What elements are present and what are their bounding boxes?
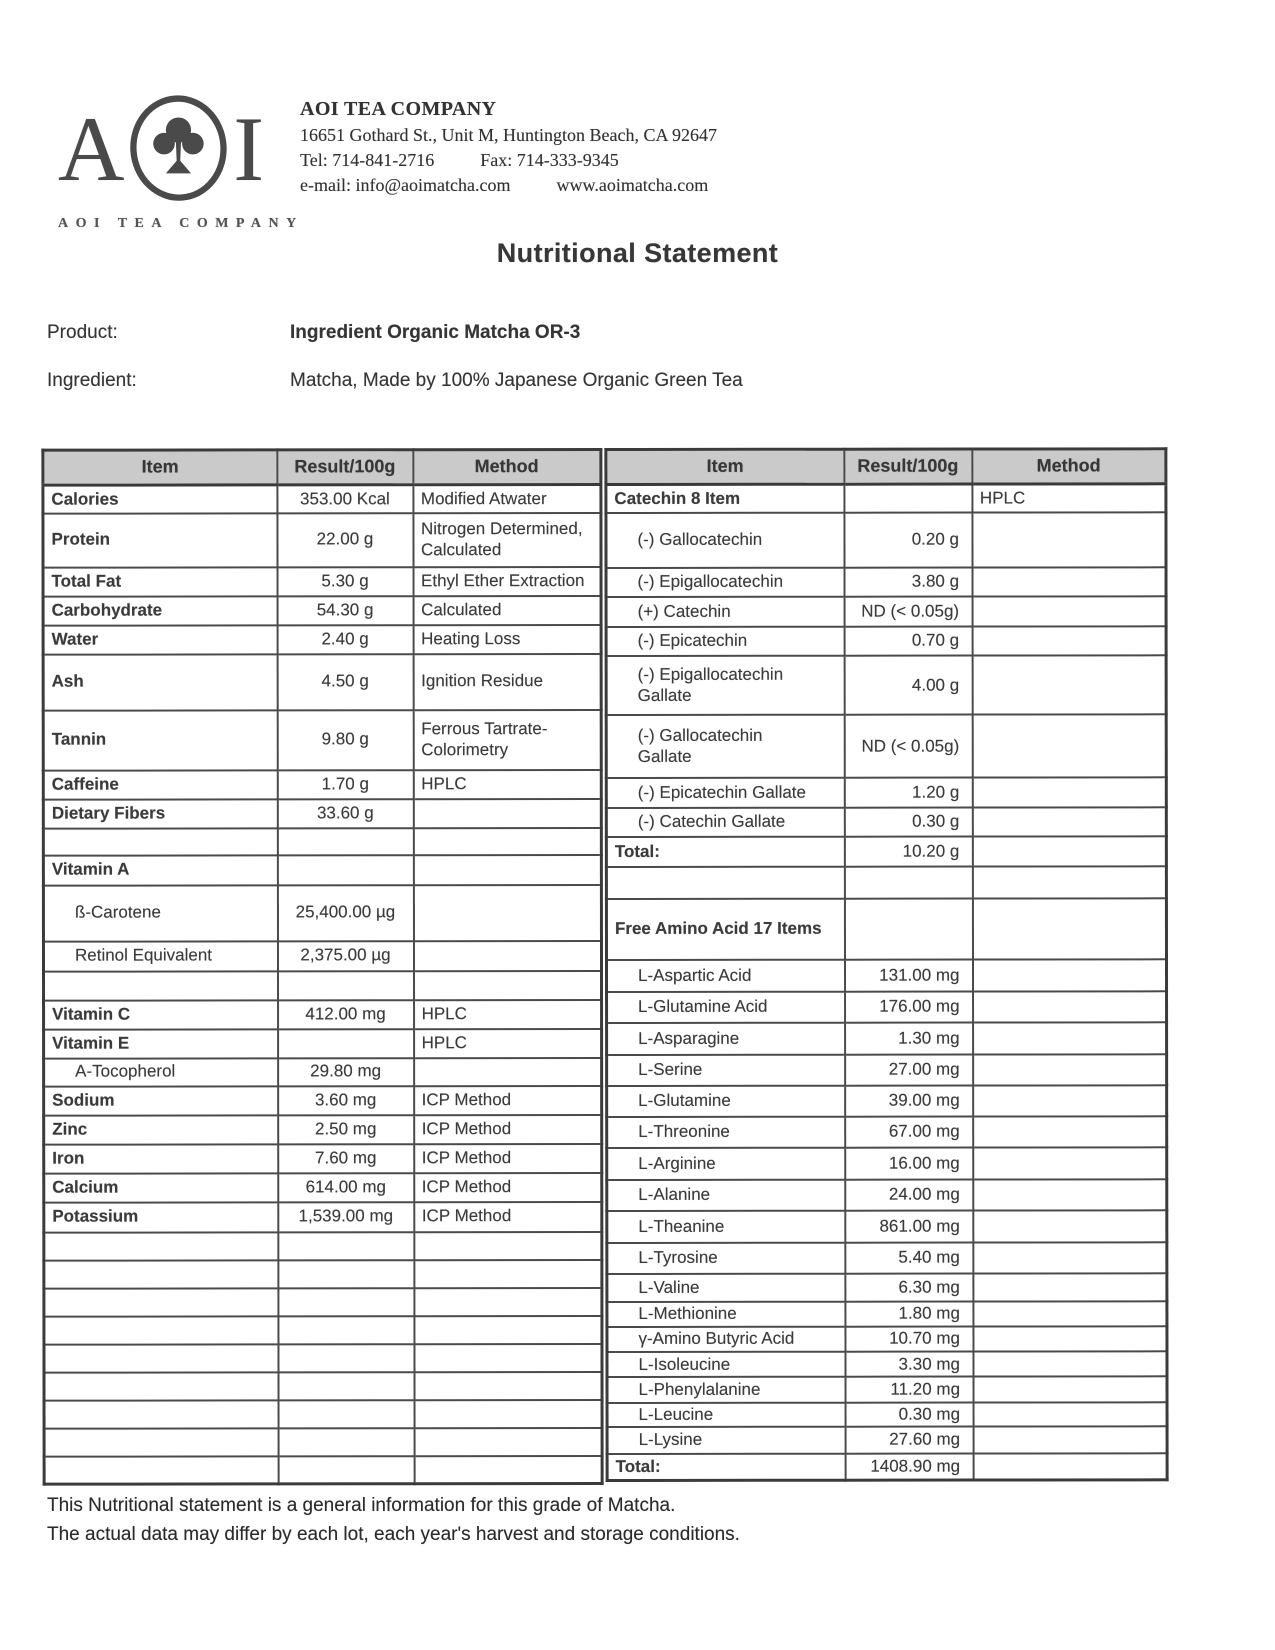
item-cell: L-Phenylalanine bbox=[607, 1377, 845, 1403]
result-cell: 29.80 mg bbox=[278, 1058, 414, 1086]
result-cell: 2.50 mg bbox=[278, 1115, 414, 1144]
result-cell: 4.50 g bbox=[277, 654, 413, 710]
method-cell bbox=[414, 1400, 602, 1428]
method-cell: ICP Method bbox=[414, 1115, 602, 1144]
result-cell: 3.30 mg bbox=[845, 1352, 973, 1377]
item-cell: L-Asparagine bbox=[607, 1023, 845, 1055]
item-cell: Total: bbox=[606, 837, 844, 867]
table-row bbox=[606, 778, 1166, 808]
company-address: 16651 Gothard St., Unit M, Huntington Beach, CA 92647 bbox=[300, 125, 717, 145]
table-row bbox=[607, 1179, 1167, 1211]
item-cell: (-) Gallocatechin bbox=[606, 513, 844, 568]
method-cell bbox=[413, 855, 601, 885]
item-cell: Sodium bbox=[44, 1086, 278, 1115]
result-cell: 412.00 mg bbox=[278, 1000, 414, 1029]
method-cell: HPLC bbox=[413, 770, 601, 799]
item-cell: L-Leucine bbox=[607, 1402, 845, 1427]
result-cell bbox=[278, 1260, 414, 1288]
item-cell: γ-Amino Butyric Acid bbox=[607, 1327, 845, 1353]
table-row bbox=[43, 513, 601, 568]
table-row bbox=[606, 959, 1166, 991]
ingredient-value: Matcha, Made by 100% Japanese Organic Green Tea bbox=[290, 370, 743, 391]
table-row bbox=[43, 828, 601, 856]
table-row bbox=[44, 1115, 602, 1145]
result-cell bbox=[278, 1344, 414, 1372]
method-cell bbox=[972, 866, 1166, 899]
item-cell: (-) Gallocatechin Gallate bbox=[606, 715, 844, 778]
table-row bbox=[43, 885, 601, 942]
item-cell: Protein bbox=[43, 513, 277, 567]
method-cell bbox=[973, 1453, 1167, 1480]
company-name: AOI TEA COMPANY bbox=[300, 98, 497, 120]
item-cell: Dietary Fibers bbox=[43, 799, 277, 828]
result-cell bbox=[278, 1288, 414, 1316]
method-cell: HPLC bbox=[414, 1000, 602, 1029]
result-cell: 10.70 mg bbox=[845, 1327, 973, 1353]
method-cell bbox=[973, 1326, 1167, 1352]
result-cell: 33.60 g bbox=[277, 799, 413, 828]
item-cell: L-Methionine bbox=[607, 1301, 845, 1327]
item-cell: L-Glutamine Acid bbox=[607, 991, 845, 1023]
header-row bbox=[43, 450, 601, 486]
result-cell: 25,400.00 µg bbox=[277, 885, 413, 941]
table-row bbox=[607, 1242, 1167, 1274]
item-cell bbox=[44, 1344, 278, 1372]
method-cell bbox=[414, 1344, 602, 1372]
result-cell: 0.20 g bbox=[844, 513, 972, 568]
result-cell: 11.20 mg bbox=[845, 1377, 973, 1403]
item-cell: L-Isoleucine bbox=[607, 1352, 845, 1377]
result-cell: 176.00 mg bbox=[845, 991, 973, 1023]
company-info bbox=[300, 98, 717, 196]
logo-letter-a: A bbox=[58, 98, 125, 200]
result-cell: 0.30 mg bbox=[845, 1402, 973, 1427]
table-row bbox=[44, 1144, 602, 1174]
table-row bbox=[44, 1344, 602, 1373]
method-cell bbox=[972, 807, 1166, 837]
result-cell: 353.00 Kcal bbox=[277, 485, 413, 513]
method-cell bbox=[973, 1242, 1167, 1274]
item-cell: (-) Epigallocatechin bbox=[606, 568, 844, 598]
table-row bbox=[44, 1288, 602, 1317]
result-cell: ND (< 0.05g) bbox=[844, 715, 972, 778]
result-cell: 3.60 mg bbox=[278, 1086, 414, 1115]
item-cell: Carbohydrate bbox=[43, 596, 277, 625]
table-row bbox=[44, 1029, 602, 1059]
result-cell: 1408.90 mg bbox=[845, 1453, 973, 1480]
result-cell: 22.00 g bbox=[277, 513, 413, 567]
result-cell bbox=[278, 1372, 414, 1400]
method-cell bbox=[972, 626, 1166, 656]
result-cell bbox=[278, 1316, 414, 1344]
method-cell bbox=[973, 1147, 1167, 1179]
method-cell: Ferrous Tartrate- Colorimetry bbox=[413, 710, 601, 770]
table-row bbox=[43, 654, 601, 711]
result-cell: 27.00 mg bbox=[845, 1054, 973, 1086]
method-cell bbox=[414, 1058, 602, 1086]
method-cell bbox=[414, 1428, 602, 1456]
table-row bbox=[44, 1202, 602, 1233]
method-cell: Ignition Residue bbox=[413, 654, 601, 710]
method-cell bbox=[413, 828, 601, 855]
product-label: Product: bbox=[47, 322, 118, 343]
table-row bbox=[607, 1116, 1167, 1148]
method-cell bbox=[973, 1402, 1167, 1427]
table-row bbox=[606, 898, 1166, 960]
item-cell: (-) Epicatechin bbox=[606, 626, 844, 656]
method-cell: Ethyl Ether Extraction bbox=[413, 567, 601, 596]
table-row bbox=[607, 1210, 1167, 1242]
tree-icon bbox=[154, 117, 204, 173]
result-cell bbox=[844, 899, 972, 960]
table-row bbox=[607, 1273, 1167, 1301]
table-row bbox=[44, 1232, 602, 1261]
table-row bbox=[44, 1000, 602, 1030]
method-cell bbox=[972, 656, 1166, 715]
table-row bbox=[607, 1427, 1167, 1454]
footer-note-line1: This Nutritional statement is a general information for this grade of Matcha. bbox=[47, 1495, 676, 1516]
result-cell bbox=[277, 828, 413, 855]
item-cell bbox=[606, 866, 844, 899]
table-row bbox=[43, 799, 601, 829]
table-row bbox=[44, 1086, 602, 1116]
item-cell: Total: bbox=[607, 1453, 845, 1480]
result-cell: 39.00 mg bbox=[845, 1086, 973, 1117]
result-cell: 4.00 g bbox=[844, 656, 972, 715]
table-row bbox=[43, 941, 601, 972]
table-row bbox=[43, 567, 601, 597]
table-row bbox=[607, 1453, 1167, 1480]
item-cell bbox=[44, 1456, 278, 1484]
item-cell bbox=[44, 1400, 278, 1428]
table-row bbox=[607, 1376, 1167, 1402]
method-cell bbox=[973, 1427, 1167, 1454]
item-cell: L-Alanine bbox=[607, 1179, 845, 1211]
page-title: Nutritional Statement bbox=[496, 238, 779, 268]
table-row bbox=[606, 512, 1166, 568]
result-cell: 7.60 mg bbox=[278, 1144, 414, 1173]
header-row bbox=[606, 449, 1166, 485]
item-cell: A-Tocopherol bbox=[44, 1058, 278, 1086]
result-cell: 10.20 g bbox=[844, 837, 972, 867]
table-row bbox=[44, 971, 602, 1001]
item-cell: L-Theanine bbox=[607, 1211, 845, 1243]
table-row bbox=[606, 715, 1166, 779]
method-cell bbox=[972, 512, 1166, 567]
result-cell bbox=[844, 484, 972, 513]
item-cell: ß-Carotene bbox=[43, 885, 277, 941]
table-row bbox=[44, 1058, 602, 1087]
method-cell: Heating Loss bbox=[413, 625, 601, 654]
table-row bbox=[606, 484, 1166, 513]
company-fax: Fax: 714-333-9345 bbox=[480, 150, 619, 170]
result-cell: 9.80 g bbox=[277, 710, 413, 770]
item-cell: L-Lysine bbox=[607, 1427, 845, 1454]
column-header-method: Method bbox=[413, 450, 601, 485]
item-cell: Calories bbox=[43, 485, 277, 513]
result-cell: 27.60 mg bbox=[845, 1427, 973, 1454]
nutrition-table bbox=[41, 447, 1162, 1482]
item-cell: L-Arginine bbox=[607, 1148, 845, 1180]
result-cell bbox=[278, 971, 414, 1000]
item-cell: L-Glutamine bbox=[607, 1086, 845, 1117]
table-row bbox=[43, 485, 601, 514]
table-row bbox=[607, 1352, 1167, 1377]
item-cell: Calcium bbox=[44, 1173, 278, 1202]
item-cell: Caffeine bbox=[43, 770, 277, 799]
table-row bbox=[44, 1173, 602, 1203]
method-cell bbox=[414, 1372, 602, 1400]
method-cell bbox=[414, 1456, 602, 1484]
table-row bbox=[606, 567, 1166, 597]
table-row bbox=[44, 1260, 602, 1289]
item-cell: Ash bbox=[43, 654, 277, 710]
product-value: Ingredient Organic Matcha OR-3 bbox=[290, 322, 581, 343]
method-cell bbox=[973, 1301, 1167, 1327]
method-cell bbox=[972, 567, 1166, 597]
logo-o-tree-icon bbox=[128, 90, 229, 208]
method-cell bbox=[973, 1085, 1167, 1116]
result-cell: 2.40 g bbox=[277, 625, 413, 654]
result-cell: 1.20 g bbox=[844, 778, 972, 808]
column-header-item: Item bbox=[43, 450, 277, 485]
item-cell: Total Fat bbox=[43, 567, 277, 596]
result-cell: 3.80 g bbox=[844, 567, 972, 597]
logo-caption: AOI TEA COMPANY bbox=[58, 216, 304, 231]
method-cell: Modified Atwater bbox=[413, 485, 601, 513]
table-row bbox=[43, 770, 601, 800]
result-cell: 67.00 mg bbox=[845, 1116, 973, 1148]
method-cell bbox=[972, 597, 1166, 627]
method-cell bbox=[973, 1179, 1167, 1211]
method-cell bbox=[972, 778, 1166, 808]
table-row bbox=[606, 866, 1166, 899]
table-row bbox=[606, 597, 1166, 627]
result-cell: 24.00 mg bbox=[845, 1179, 973, 1211]
item-cell: (-) Epicatechin Gallate bbox=[606, 778, 844, 808]
method-cell bbox=[972, 836, 1166, 866]
table-row bbox=[43, 596, 601, 626]
method-cell bbox=[414, 1232, 602, 1260]
method-cell bbox=[972, 715, 1166, 778]
result-cell: 16.00 mg bbox=[845, 1148, 973, 1180]
item-cell: Retinol Equivalent bbox=[43, 941, 277, 971]
table-row bbox=[606, 836, 1166, 866]
item-cell bbox=[44, 1232, 278, 1260]
ingredient-label: Ingredient: bbox=[47, 370, 137, 391]
result-cell: 54.30 g bbox=[277, 596, 413, 625]
table-row bbox=[44, 1428, 602, 1457]
method-cell bbox=[972, 959, 1166, 991]
column-header-item: Item bbox=[606, 449, 844, 484]
result-cell: ND (< 0.05g) bbox=[844, 597, 972, 627]
logo-letter-i: I bbox=[233, 98, 264, 200]
method-cell bbox=[973, 1210, 1167, 1242]
item-cell bbox=[44, 971, 278, 1000]
result-cell: 861.00 mg bbox=[845, 1211, 973, 1243]
method-cell bbox=[413, 885, 601, 941]
method-cell: HPLC bbox=[972, 484, 1166, 513]
method-cell bbox=[414, 1316, 602, 1344]
method-cell bbox=[973, 1376, 1167, 1402]
method-cell bbox=[414, 1288, 602, 1316]
result-cell: 1.70 g bbox=[277, 770, 413, 799]
item-cell: Potassium bbox=[44, 1202, 278, 1232]
column-header-result: Result/100g bbox=[844, 449, 972, 484]
result-cell: 131.00 mg bbox=[844, 960, 972, 992]
item-cell bbox=[44, 1260, 278, 1288]
item-cell bbox=[44, 1316, 278, 1344]
item-cell: Catechin 8 Item bbox=[606, 484, 844, 513]
method-cell: ICP Method bbox=[414, 1144, 602, 1173]
item-cell: Water bbox=[43, 625, 277, 654]
method-cell bbox=[414, 971, 602, 1000]
table-row bbox=[607, 1326, 1167, 1352]
item-cell: L-Valine bbox=[607, 1274, 845, 1302]
item-cell: Vitamin A bbox=[43, 855, 277, 885]
item-cell: Vitamin C bbox=[44, 1000, 278, 1029]
result-cell: 0.70 g bbox=[844, 626, 972, 656]
item-cell: L-Serine bbox=[607, 1054, 845, 1086]
result-cell: 1.30 mg bbox=[845, 1023, 973, 1055]
result-cell bbox=[278, 1232, 414, 1260]
table-row bbox=[43, 710, 601, 771]
nutrition-table-left bbox=[41, 448, 603, 1486]
method-cell bbox=[973, 1054, 1167, 1086]
item-cell: Zinc bbox=[44, 1115, 278, 1144]
table-row bbox=[607, 1054, 1167, 1086]
table-row bbox=[43, 625, 601, 655]
result-cell bbox=[278, 1428, 414, 1456]
result-cell: 5.30 g bbox=[277, 567, 413, 596]
table-row bbox=[43, 855, 601, 886]
table-row bbox=[607, 1085, 1167, 1116]
item-cell: L-Threonine bbox=[607, 1116, 845, 1148]
footer-note-line2: The actual data may differ by each lot, each year's harvest and storage conditions. bbox=[47, 1523, 740, 1545]
method-cell: ICP Method bbox=[414, 1173, 602, 1202]
method-cell: ICP Method bbox=[414, 1086, 602, 1115]
item-cell: L-Tyrosine bbox=[607, 1242, 845, 1274]
item-cell bbox=[43, 828, 277, 855]
company-email: e-mail: info@aoimatcha.com bbox=[300, 175, 511, 195]
item-cell: Free Amino Acid 17 Items bbox=[606, 899, 844, 960]
company-website: www.aoimatcha.com bbox=[556, 175, 709, 195]
item-cell bbox=[44, 1288, 278, 1316]
method-cell: HPLC bbox=[414, 1029, 602, 1058]
method-cell bbox=[413, 799, 601, 828]
table-row bbox=[606, 626, 1166, 656]
result-cell: 0.30 g bbox=[844, 807, 972, 837]
item-cell bbox=[44, 1428, 278, 1456]
item-cell: L-Aspartic Acid bbox=[606, 960, 844, 992]
result-cell: 1.80 mg bbox=[845, 1301, 973, 1327]
method-cell: Calculated bbox=[413, 596, 601, 625]
result-cell bbox=[844, 866, 972, 899]
result-cell: 614.00 mg bbox=[278, 1173, 414, 1202]
company-logo bbox=[58, 90, 304, 232]
result-cell: 1,539.00 mg bbox=[278, 1202, 414, 1232]
result-cell bbox=[277, 855, 413, 885]
item-cell: Vitamin E bbox=[44, 1029, 278, 1058]
method-cell bbox=[973, 1022, 1167, 1054]
method-cell bbox=[973, 1116, 1167, 1148]
result-cell bbox=[278, 1400, 414, 1428]
table-row bbox=[607, 1147, 1167, 1179]
item-cell: (+) Catechin bbox=[606, 597, 844, 627]
method-cell bbox=[973, 1273, 1167, 1301]
result-cell: 5.40 mg bbox=[845, 1242, 973, 1274]
method-cell bbox=[414, 1260, 602, 1288]
table-row bbox=[607, 991, 1167, 1023]
result-cell: 2,375.00 µg bbox=[277, 941, 413, 971]
table-row bbox=[607, 1301, 1167, 1327]
company-tel: Tel: 714-841-2716 bbox=[300, 150, 435, 170]
method-cell bbox=[973, 991, 1167, 1023]
table-row bbox=[44, 1400, 602, 1429]
result-cell: 6.30 mg bbox=[845, 1274, 973, 1302]
item-cell: Tannin bbox=[43, 710, 277, 770]
method-cell bbox=[413, 941, 601, 971]
method-cell bbox=[973, 1352, 1167, 1377]
table-row bbox=[44, 1456, 602, 1485]
method-cell: Nitrogen Determined, Calculated bbox=[413, 513, 601, 567]
item-cell: (-) Epigallocatechin Gallate bbox=[606, 656, 844, 715]
method-cell: ICP Method bbox=[414, 1202, 602, 1232]
footer-note bbox=[47, 1492, 740, 1549]
item-cell bbox=[44, 1372, 278, 1400]
result-cell bbox=[278, 1029, 414, 1058]
table-row bbox=[607, 1402, 1167, 1427]
result-cell bbox=[278, 1456, 414, 1484]
table-row bbox=[607, 1022, 1167, 1054]
item-cell: Iron bbox=[44, 1144, 278, 1173]
table-row bbox=[606, 656, 1166, 716]
table-row bbox=[44, 1316, 602, 1345]
column-header-method: Method bbox=[972, 449, 1166, 484]
table-row bbox=[606, 807, 1166, 837]
method-cell bbox=[972, 898, 1166, 959]
column-header-result: Result/100g bbox=[277, 450, 413, 485]
nutrition-table-right bbox=[604, 447, 1168, 1482]
item-cell: (-) Catechin Gallate bbox=[606, 807, 844, 837]
table-row bbox=[44, 1372, 602, 1401]
